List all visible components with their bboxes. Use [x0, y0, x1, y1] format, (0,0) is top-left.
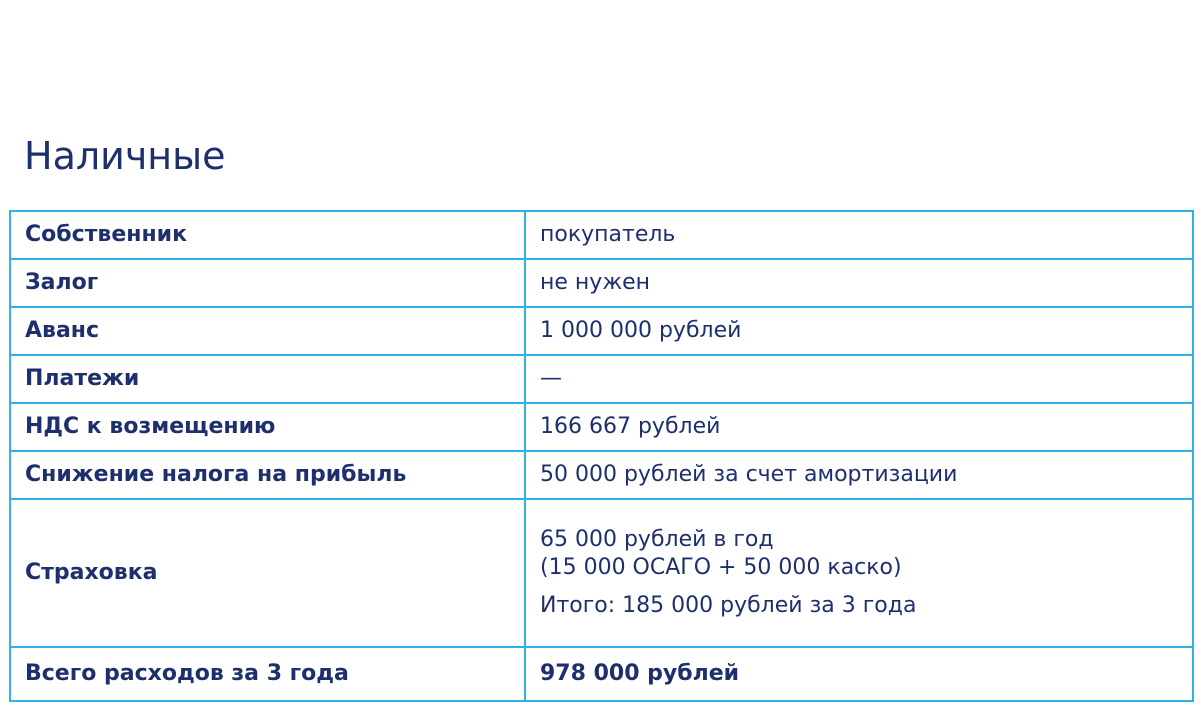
row-value-owner: покупатель	[525, 211, 1193, 259]
row-label-vat-refund: НДС к возмещению	[10, 403, 525, 451]
insurance-breakdown: (15 000 ОСАГО + 50 000 каско)	[540, 555, 902, 580]
row-label-total: Всего расходов за 3 года	[10, 647, 525, 701]
table-row-total	[10, 647, 1193, 701]
table-row-insurance	[10, 499, 1193, 647]
table-row-tax-reduction	[10, 451, 1193, 499]
row-label-tax-reduction: Снижение налога на прибыль	[10, 451, 525, 499]
row-label-advance: Аванс	[10, 307, 525, 355]
row-value-payments: —	[525, 355, 1193, 403]
cost-comparison-table	[9, 210, 1194, 702]
row-value-collateral: не нужен	[525, 259, 1193, 307]
row-label-insurance: Страховка	[10, 499, 525, 647]
insurance-spacer	[540, 582, 1178, 592]
page-title: Наличные	[24, 134, 226, 178]
table-row-collateral	[10, 259, 1193, 307]
row-value-vat-refund: 166 667 рублей	[525, 403, 1193, 451]
row-value-total: 978 000 рублей	[525, 647, 1193, 701]
table-row-vat-refund	[10, 403, 1193, 451]
insurance-yearly: 65 000 рублей в год	[540, 527, 774, 552]
row-value-insurance	[525, 499, 1193, 647]
insurance-total: Итого: 185 000 рублей за 3 года	[540, 593, 917, 618]
table-row-payments	[10, 355, 1193, 403]
row-label-payments: Платежи	[10, 355, 525, 403]
row-label-owner: Собственник	[10, 211, 525, 259]
row-label-collateral: Залог	[10, 259, 525, 307]
row-value-tax-reduction: 50 000 рублей за счет амортизации	[525, 451, 1193, 499]
table-row-advance	[10, 307, 1193, 355]
row-value-advance: 1 000 000 рублей	[525, 307, 1193, 355]
table-row-owner	[10, 211, 1193, 259]
